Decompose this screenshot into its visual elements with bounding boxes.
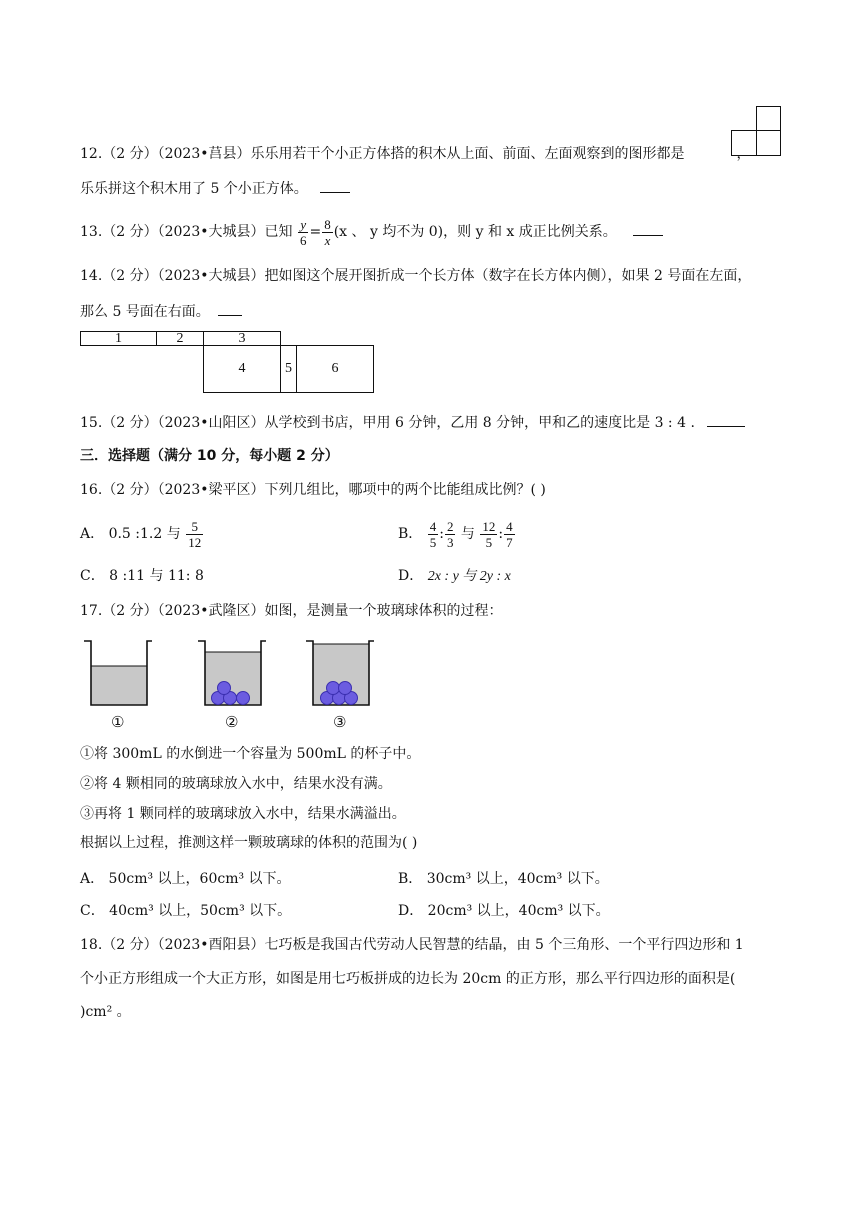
q16-b-mid: 与 [460, 526, 475, 542]
q13-frac2-num: 8 [324, 216, 331, 232]
q16-c-label: C． [80, 568, 105, 584]
q17-option-b[interactable]: B． 30cm³ 以上，40cm³ 以下。 [398, 871, 609, 887]
q16-b-d4: 7 [506, 534, 513, 550]
q15-text: 15.（2 分）（2023•山阳区）从学校到书店，甲用 6 分钟，乙用 8 分钟，甲和乙的速度比是 3 : 4 . [80, 415, 695, 431]
q16-b-d3: 5 [485, 534, 493, 550]
net-face-4: 4 [203, 345, 281, 393]
section-3-title: 三．选择题（满分 10 分，每小题 2 分） [80, 448, 339, 464]
q12-answer-blank[interactable] [320, 178, 350, 193]
q16-b-label: B． [398, 526, 423, 542]
q17-option-a[interactable]: A． 50cm³ 以上，60cm³ 以下。 [80, 871, 291, 887]
q12-cube-figure [731, 106, 781, 156]
q16-c-text: 8 :11 与 11: 8 [109, 568, 204, 584]
q17-option-d[interactable]: D． 20cm³ 以上，40cm³ 以下。 [398, 903, 610, 919]
q16-option-d[interactable] [398, 566, 511, 587]
q13-frac2-den: x [324, 232, 331, 248]
q14-answer-blank[interactable] [218, 301, 242, 316]
q16-b-frac3 [480, 519, 497, 550]
q13-mid: (x 、 y 均不为 0)，则 y 和 x 成正比例关系。 [333, 224, 617, 240]
q17-stem: 17.（2 分）（2023•武隆区）如图，是测量一个玻璃球体积的过程： [80, 603, 503, 619]
q17-question: 根据以上过程，推测这样一颗玻璃球的体积的范围为( ) [80, 835, 418, 851]
q16-a-den: 12 [188, 534, 202, 550]
q14-net-figure [80, 331, 376, 395]
q14-line2-text: 那么 5 号面在右面。 [80, 304, 210, 320]
q15-answer-blank[interactable] [707, 412, 745, 427]
q16-d-label: D． [398, 568, 424, 584]
beaker-2-label: ② [225, 713, 239, 731]
beaker-3-label: ③ [333, 713, 347, 731]
q16-option-c[interactable] [80, 566, 204, 586]
q17-step-1: ①将 300mL 的水倒进一个容量为 500mL 的杯子中。 [80, 746, 421, 762]
q12-line1 [80, 144, 751, 164]
q16-b-n2: 2 [446, 518, 454, 534]
q18-line3: )cm² 。 [80, 1004, 131, 1020]
q13-equals: = [309, 224, 322, 240]
q17-step-2: ②将 4 颗相同的玻璃球放入水中，结果水没有满。 [80, 776, 392, 792]
q18-line2: 个小正方形组成一个大正方形，如图是用七巧板拼成的边长为 20cm 的正方形，那么平行四边形的面积是( [80, 971, 736, 987]
cube-bottom-right [756, 130, 781, 156]
q17-option-c[interactable]: C． 40cm³ 以上，50cm³ 以下。 [80, 903, 292, 919]
q16-b-frac1 [428, 519, 439, 550]
q13-answer-blank[interactable] [633, 221, 663, 236]
q16-a-text: 0.5 :1.2 与 [108, 526, 181, 542]
q14-line2 [80, 301, 242, 322]
q16-option-a[interactable] [80, 518, 204, 550]
q16-a-num: 5 [186, 519, 203, 535]
net-face-5: 5 [280, 345, 297, 393]
q17-step-3: ③再将 1 颗同样的玻璃球放入水中，结果水满溢出。 [80, 806, 406, 822]
q16-b-n4: 4 [506, 518, 513, 534]
beaker-2 [198, 641, 266, 705]
q16-b-d2: 3 [446, 534, 454, 550]
q16-a-label: A． [80, 526, 105, 542]
q12-line2 [80, 178, 350, 199]
q13-prefix: 13.（2 分）（2023•大城县）已知 [80, 224, 293, 240]
q15-line [80, 412, 745, 433]
q13-fraction-2 [322, 217, 333, 248]
net-face-1: 1 [80, 331, 157, 346]
q14-line1-text: 14.（2 分）（2023•大城县）把如图这个展开图折成一个长方体（数字在长方体内侧），如果 2 号面在左面， [80, 268, 752, 284]
net-face-2: 2 [156, 331, 204, 346]
net-face-6: 6 [296, 345, 374, 393]
q16-b-frac4 [504, 519, 515, 550]
q13-fraction-1 [298, 217, 309, 248]
net-face-3: 3 [203, 331, 281, 346]
q13-line [80, 216, 663, 248]
q12-line2-text: 乐乐拼这个积木用了 5 个小正方体。 [80, 181, 308, 197]
beaker-3 [306, 641, 374, 705]
beaker-1 [84, 641, 152, 705]
q16-stem: 16.（2 分）（2023•梁平区）下列几组比，哪项中的两个比能组成比例？( ) [80, 482, 546, 498]
q16-option-b[interactable]: B． $\frac{4}{5}$ : $\frac{2}{3}$ 与 $\frac{12}{5}$ : $\frac{4}{7}$ [398, 518, 513, 550]
beaker-1-label: ① [111, 713, 125, 731]
q16-b-n3: 12 [482, 518, 496, 534]
q18-line1: 18.（2 分）（2023•酉阳县）七巧板是我国古代劳动人民智慧的结晶，由 5 个三角形、一个平行四边形和 1 [80, 937, 744, 953]
q16-d-text: 2x : y 与 2y : x [427, 569, 511, 584]
q16-b-d1: 5 [429, 534, 437, 550]
q13-frac1-den: 6 [299, 232, 307, 248]
cube-bottom-left [731, 130, 757, 156]
q12-prefix: 12.（2 分）（2023•莒县）乐乐用若干个小正方体搭的积木从上面、前面、左面观察到的图形都是 [80, 146, 685, 162]
q16-b-frac2 [445, 519, 456, 550]
q16-a-fraction [186, 519, 203, 550]
q16-b-n1: 4 [429, 518, 437, 534]
cube-top-right [756, 106, 781, 131]
q14-line1 [80, 266, 751, 286]
q13-frac1-num: y [298, 217, 309, 233]
